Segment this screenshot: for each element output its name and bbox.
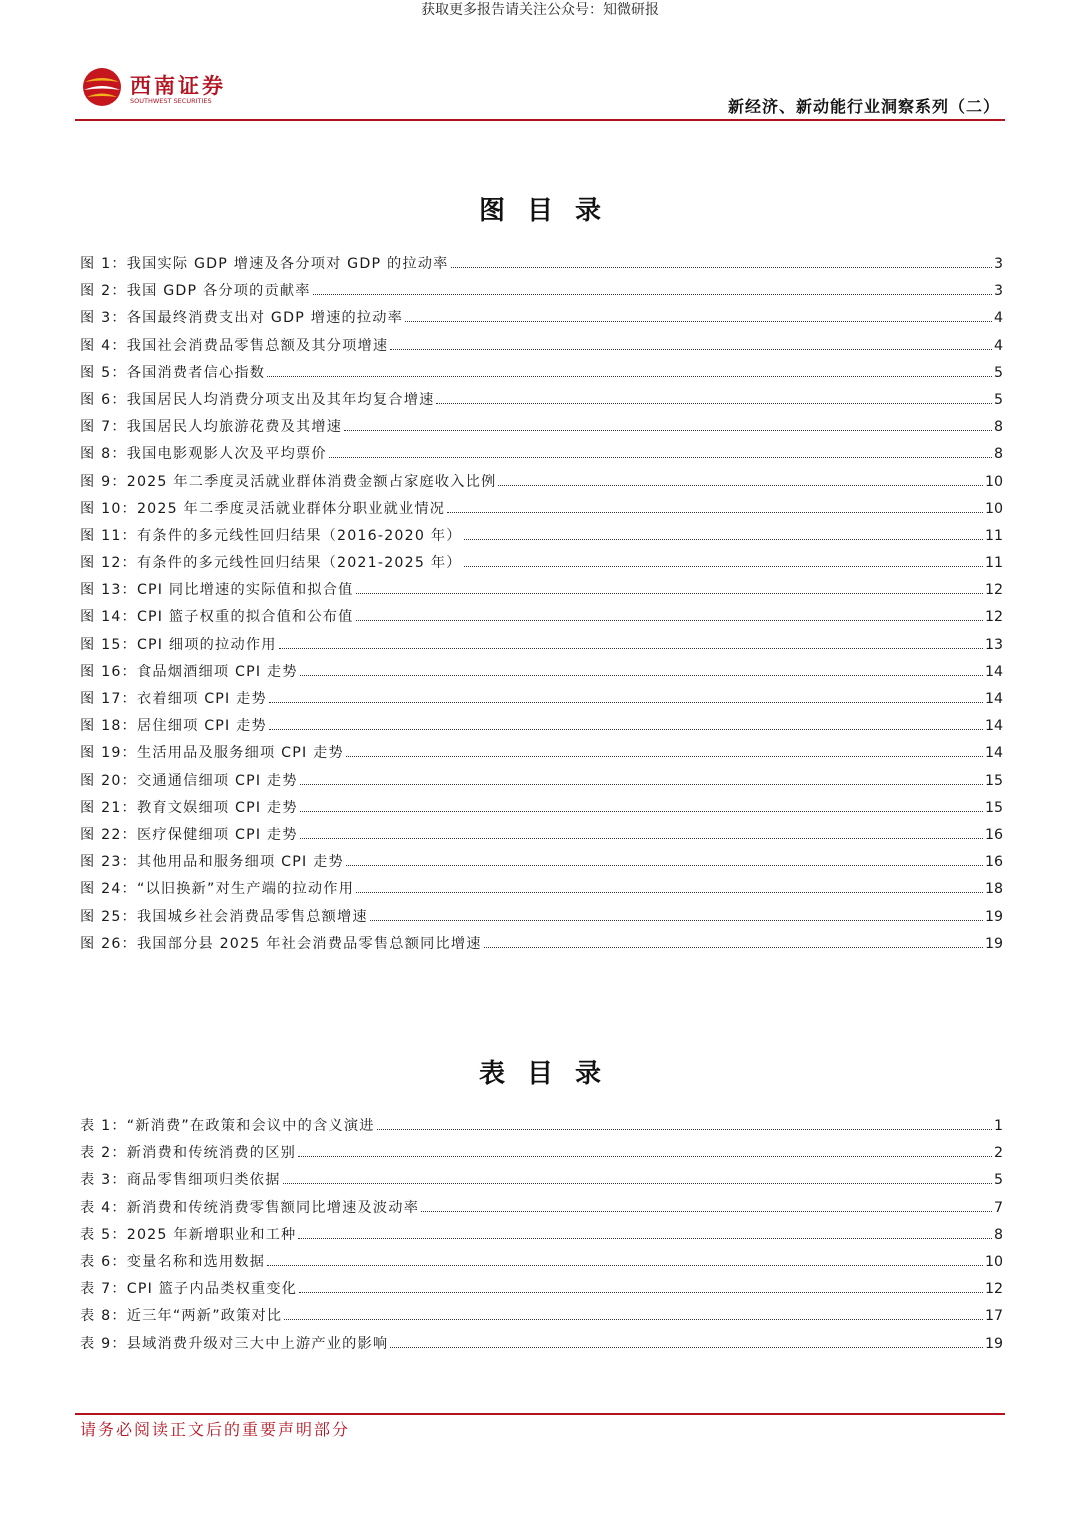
toc-dot-leader	[300, 826, 983, 839]
toc-entry-label: 图 23：其他用品和服务细项 CPI 走势	[80, 854, 344, 871]
toc-entry-label: 表 1：“新消费”在政策和会议中的含义演进	[80, 1118, 375, 1134]
figure-toc-entry[interactable]	[80, 878, 1003, 905]
table-toc-entry[interactable]	[80, 1197, 1003, 1224]
toc-entry-label: 表 9：县域消费升级对三大中上游产业的影响	[80, 1335, 389, 1352]
toc-entry-label: 图 18：居住细项 CPI 走势	[80, 718, 267, 735]
toc-entry-label: 图 6：我国居民人均消费分项支出及其年均复合增速	[80, 391, 435, 408]
toc-entry-label: 图 12：有条件的多元线性回归结果（2021-2025 年）	[80, 555, 462, 572]
toc-dot-leader	[356, 581, 983, 594]
toc-entry-page: 18	[984, 881, 1003, 898]
toc-dot-leader	[451, 255, 992, 268]
table-toc-entry[interactable]	[80, 1305, 1003, 1332]
figure-toc-entry[interactable]	[80, 389, 1003, 416]
toc-entry-page: 16	[984, 854, 1003, 871]
logo-text-cn: 西南证券	[130, 73, 226, 98]
toc-entry-page: 8	[993, 419, 1003, 436]
figure-toc-entry[interactable]	[80, 634, 1003, 661]
toc-entry-page: 3	[993, 283, 1003, 300]
table-toc-entry[interactable]	[80, 1224, 1003, 1251]
tables-toc-title: 表目录	[478, 1059, 623, 1089]
toc-dot-leader	[421, 1199, 992, 1212]
toc-dot-leader	[279, 636, 983, 649]
figure-toc-entry[interactable]	[80, 307, 1003, 334]
toc-entry-label: 图 13：CPI 同比增速的实际值和拟合值	[80, 582, 354, 599]
figure-toc-entry[interactable]	[80, 362, 1003, 389]
toc-entry-page: 14	[984, 691, 1003, 707]
toc-dot-leader	[329, 445, 992, 458]
toc-entry-page: 14	[984, 718, 1003, 735]
toc-dot-leader	[464, 527, 983, 540]
toc-dot-leader	[269, 717, 983, 730]
toc-entry-page: 14	[984, 745, 1003, 762]
toc-dot-leader	[300, 772, 983, 785]
toc-entry-label: 图 11：有条件的多元线性回归结果（2016-2020 年）	[80, 527, 462, 544]
figure-toc-entry[interactable]	[80, 661, 1003, 688]
toc-dot-leader	[390, 1335, 983, 1348]
toc-entry-label: 表 5：2025 年新增职业和工种	[80, 1226, 297, 1243]
toc-entry-page: 5	[993, 364, 1003, 381]
toc-dot-leader	[447, 500, 983, 513]
toc-entry-label: 图 17：衣着细项 CPI 走势	[80, 691, 267, 707]
toc-entry-page: 11	[984, 555, 1003, 572]
toc-entry-label: 图 26：我国部分县 2025 年社会消费品零售总额同比增速	[80, 935, 482, 952]
toc-entry-page: 19	[984, 935, 1003, 952]
header-divider	[75, 119, 1005, 121]
toc-entry-page: 17	[984, 1308, 1003, 1325]
figure-toc-entry[interactable]	[80, 824, 1003, 851]
toc-entry-page: 1	[993, 1118, 1003, 1134]
toc-entry-label: 图 19：生活用品及服务细项 CPI 走势	[80, 745, 344, 762]
toc-dot-leader	[464, 554, 983, 567]
toc-dot-leader	[346, 853, 983, 866]
table-toc-entry[interactable]	[80, 1142, 1003, 1169]
toc-entry-page: 10	[984, 1253, 1003, 1270]
toc-entry-label: 图 4：我国社会消费品零售总额及其分项增速	[80, 337, 389, 354]
tables-toc-list	[80, 1115, 1003, 1360]
toc-entry-label: 表 4：新消费和传统消费零售额同比增速及波动率	[80, 1199, 420, 1216]
toc-entry-label: 图 21：教育文娱细项 CPI 走势	[80, 799, 298, 816]
toc-entry-page: 11	[984, 527, 1003, 544]
toc-entry-label: 图 24：“以旧换新”对生产端的拉动作用	[80, 881, 355, 898]
figure-toc-entry[interactable]	[80, 688, 1003, 715]
toc-entry-page: 12	[984, 609, 1003, 626]
toc-entry-page: 4	[993, 337, 1003, 354]
series-title: 新经济、新动能行业洞察系列（二）	[727, 97, 1000, 116]
toc-entry-label: 表 3：商品零售细项归类依据	[80, 1172, 281, 1189]
figure-toc-entry[interactable]	[80, 906, 1003, 933]
toc-entry-page: 10	[984, 473, 1003, 490]
toc-entry-page: 14	[984, 663, 1003, 680]
toc-dot-leader	[283, 1171, 992, 1184]
figure-toc-entry[interactable]	[80, 742, 1003, 769]
table-toc-entry[interactable]	[80, 1251, 1003, 1278]
toc-entry-label: 表 6：变量名称和选用数据	[80, 1253, 266, 1270]
toc-dot-leader	[370, 908, 983, 921]
toc-dot-leader	[344, 418, 992, 431]
toc-entry-page: 15	[984, 799, 1003, 816]
toc-dot-leader	[436, 391, 992, 404]
toc-entry-label: 图 9：2025 年二季度灵活就业群体消费金额占家庭收入比例	[80, 473, 497, 490]
toc-dot-leader	[269, 690, 983, 703]
toc-dot-leader	[484, 935, 983, 948]
toc-entry-label: 图 10：2025 年二季度灵活就业群体分职业就业情况	[80, 500, 446, 517]
figure-toc-entry[interactable]	[80, 416, 1003, 443]
table-toc-entry[interactable]	[80, 1278, 1003, 1305]
figure-toc-entry[interactable]	[80, 443, 1003, 470]
toc-dot-leader	[346, 744, 983, 757]
toc-entry-label: 图 14：CPI 篮子权重的拟合值和公布值	[80, 609, 354, 626]
table-toc-entry[interactable]	[80, 1115, 1003, 1142]
figure-toc-entry[interactable]	[80, 579, 1003, 606]
logo-text-en: SOUTHWEST SECURITIES	[130, 97, 212, 105]
figure-toc-entry[interactable]	[80, 498, 1003, 525]
figure-toc-entry[interactable]	[80, 770, 1003, 797]
toc-dot-leader	[267, 1253, 983, 1266]
figure-toc-entry[interactable]	[80, 851, 1003, 878]
figure-toc-entry[interactable]	[80, 933, 1003, 960]
toc-dot-leader	[356, 608, 983, 621]
toc-entry-label: 图 2：我国 GDP 各分项的贡献率	[80, 283, 311, 300]
toc-entry-page: 3	[993, 256, 1003, 272]
toc-dot-leader	[298, 1144, 992, 1157]
toc-entry-page: 15	[984, 772, 1003, 789]
figure-toc-entry[interactable]	[80, 552, 1003, 579]
figure-toc-entry[interactable]	[80, 335, 1003, 362]
toc-entry-label: 表 7：CPI 篮子内品类权重变化	[80, 1281, 298, 1298]
toc-entry-page: 12	[984, 1281, 1003, 1298]
toc-entry-label: 图 20：交通通信细项 CPI 走势	[80, 772, 298, 789]
toc-entry-page: 16	[984, 826, 1003, 843]
toc-dot-leader	[300, 799, 983, 812]
top-note: 获取更多报告请关注公众号：知微研报	[421, 2, 659, 18]
figures-toc-list	[80, 253, 1003, 960]
footer-disclaimer: 请务必阅读正文后的重要声明部分	[80, 1420, 351, 1439]
table-toc-entry[interactable]	[80, 1333, 1003, 1360]
toc-entry-label: 图 25：我国城乡社会消费品零售总额增速	[80, 908, 368, 925]
figure-toc-entry[interactable]	[80, 471, 1003, 498]
toc-entry-label: 图 3：各国最终消费支出对 GDP 增速的拉动率	[80, 310, 404, 327]
toc-entry-page: 13	[984, 636, 1003, 653]
toc-dot-leader	[313, 282, 992, 295]
toc-dot-leader	[390, 337, 992, 350]
toc-entry-page: 8	[993, 446, 1003, 463]
toc-entry-label: 图 16：食品烟酒细项 CPI 走势	[80, 663, 298, 680]
toc-entry-page: 12	[984, 582, 1003, 599]
table-toc-entry[interactable]	[80, 1169, 1003, 1196]
toc-entry-page: 4	[993, 310, 1003, 327]
toc-entry-page: 19	[984, 908, 1003, 925]
toc-entry-label: 表 8：近三年“两新”政策对比	[80, 1308, 283, 1325]
toc-dot-leader	[284, 1307, 983, 1320]
toc-dot-leader	[300, 663, 983, 676]
toc-entry-label: 图 8：我国电影观影人次及平均票价	[80, 446, 327, 463]
toc-entry-page: 5	[993, 1172, 1003, 1189]
toc-entry-label: 图 1：我国实际 GDP 增速及各分项对 GDP 的拉动率	[80, 256, 449, 272]
toc-dot-leader	[405, 309, 992, 322]
toc-entry-page: 7	[993, 1199, 1003, 1216]
figure-toc-entry[interactable]	[80, 606, 1003, 633]
toc-entry-page: 8	[993, 1226, 1003, 1243]
toc-entry-label: 图 15：CPI 细项的拉动作用	[80, 636, 277, 653]
toc-entry-page: 2	[993, 1145, 1003, 1162]
figure-toc-entry[interactable]	[80, 280, 1003, 307]
toc-entry-label: 图 22：医疗保健细项 CPI 走势	[80, 826, 298, 843]
toc-entry-page: 5	[993, 391, 1003, 408]
toc-entry-label: 图 7：我国居民人均旅游花费及其增速	[80, 419, 343, 436]
toc-entry-label: 表 2：新消费和传统消费的区别	[80, 1145, 296, 1162]
figure-toc-entry[interactable]	[80, 253, 1003, 280]
toc-dot-leader	[356, 880, 983, 893]
figure-toc-entry[interactable]	[80, 797, 1003, 824]
toc-dot-leader	[298, 1226, 992, 1239]
figure-toc-entry[interactable]	[80, 715, 1003, 742]
figure-toc-entry[interactable]	[80, 525, 1003, 552]
logo-emblem-icon	[82, 66, 126, 110]
footer-divider	[75, 1413, 1005, 1415]
toc-entry-label: 图 5：各国消费者信心指数	[80, 364, 266, 381]
toc-dot-leader	[377, 1117, 992, 1130]
toc-entry-page: 19	[984, 1335, 1003, 1352]
toc-dot-leader	[498, 473, 982, 486]
toc-dot-leader	[267, 364, 992, 377]
toc-entry-page: 10	[984, 500, 1003, 517]
company-logo	[82, 66, 252, 110]
figures-toc-title: 图目录	[478, 196, 623, 226]
toc-dot-leader	[299, 1280, 983, 1293]
